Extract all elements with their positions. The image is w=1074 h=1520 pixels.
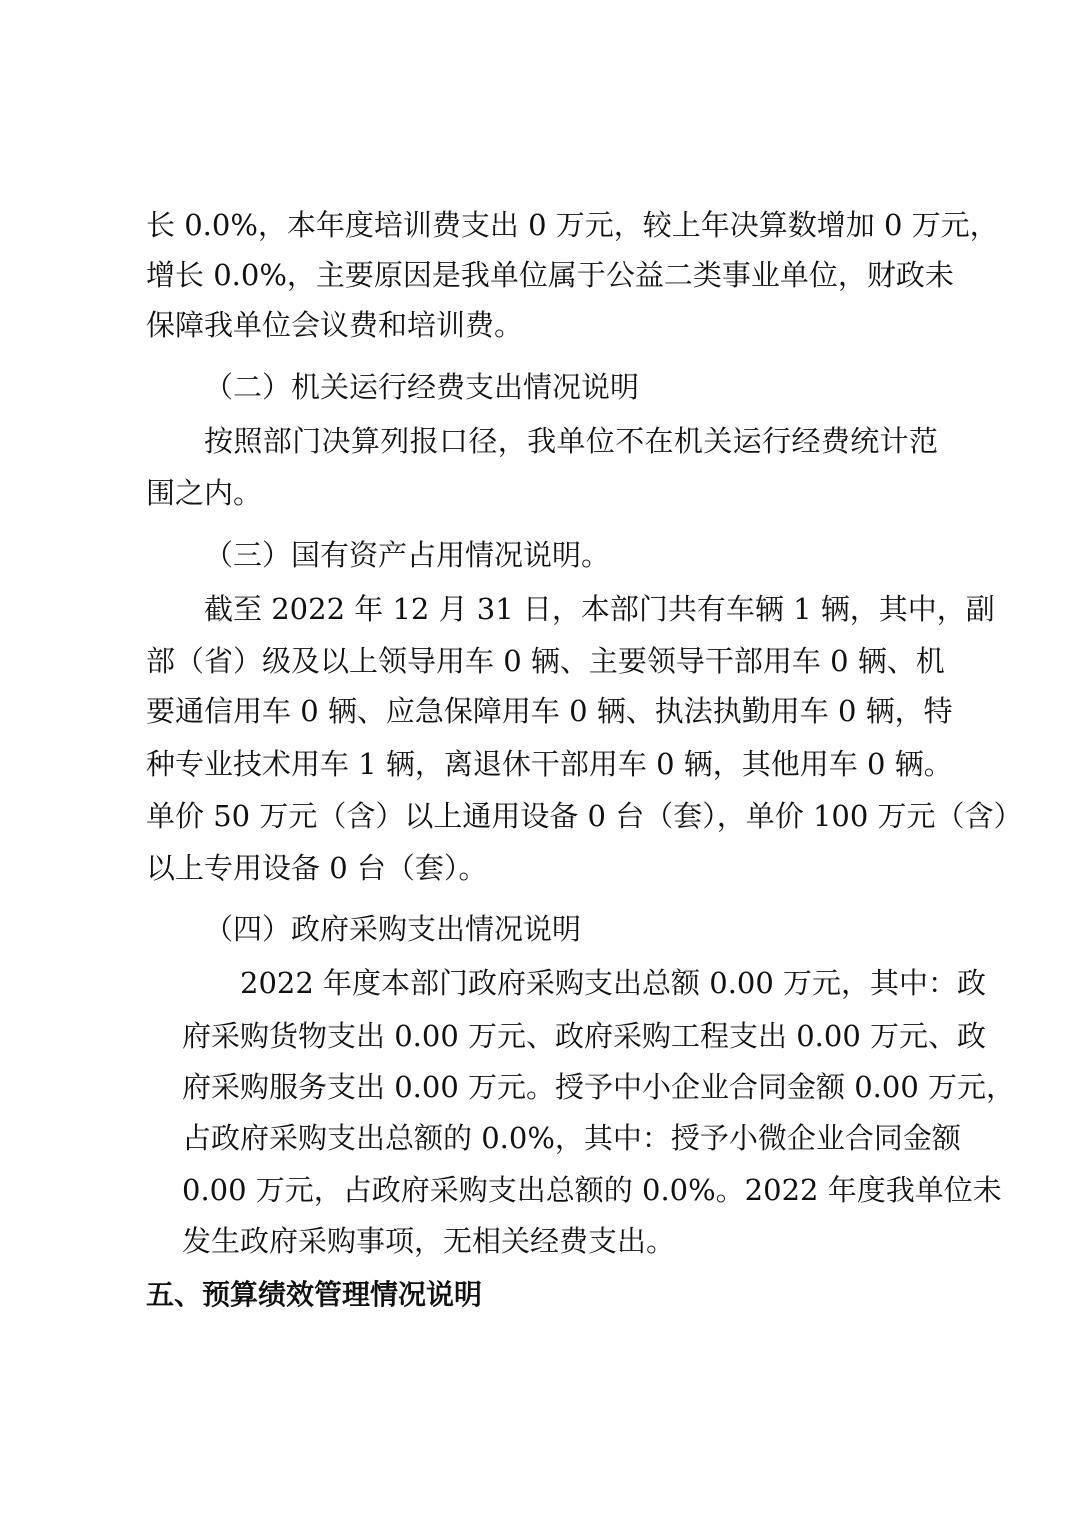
subsection-heading: （二）机关运行经费支出情况说明 [204,370,640,404]
paragraph-line: 截至 2022 年 12 月 31 日，本部门共有车辆 1 辆，其中，副 [204,592,995,626]
paragraph-line: 按照部门决算列报口径，我单位不在机关运行经费统计范 [204,424,938,458]
subsection-heading: （三）国有资产占用情况说明。 [204,538,611,572]
paragraph-line: 部（省）级及以上领导用车 0 辆、主要领导干部用车 0 辆、机 [146,644,945,678]
paragraph-line: 种专业技术用车 1 辆，离退休干部用车 0 辆，其他用车 0 辆。 [146,747,953,781]
paragraph-line: 保障我单位会议费和培训费。 [146,308,524,342]
paragraph-line: 单价 50 万元（含）以上通用设备 0 台（套），单价 100 万元（含） [146,799,1023,833]
paragraph-line: 发生政府采购事项，无相关经费支出。 [182,1224,676,1258]
paragraph-line: 府采购服务支出 0.00 万元。授予中小企业合同金额 0.00 万元， [182,1070,1016,1104]
paragraph-line: 增长 0.0%，主要原因是我单位属于公益二类事业单位，财政未 [146,258,954,292]
paragraph-line: 围之内。 [146,476,263,510]
paragraph-line: 府采购货物支出 0.00 万元、政府采购工程支出 0.00 万元、政 [182,1019,987,1053]
paragraph-line: 0.00 万元，占政府采购支出总额的 0.0%。2022 年度我单位未 [182,1173,1002,1207]
paragraph-line: 占政府采购支出总额的 0.0%，其中：授予小微企业合同金额 [182,1121,961,1155]
paragraph-line: 要通信用车 0 辆、应急保障用车 0 辆、执法执勤用车 0 辆，特 [146,694,953,728]
subsection-heading: （四）政府采购支出情况说明 [204,912,582,946]
paragraph-line: 以上专用设备 0 台（套）。 [146,851,488,885]
paragraph-line: 长 0.0%，本年度培训费支出 0 万元，较上年决算数增加 0 万元， [146,208,999,242]
paragraph-line: 2022 年度本部门政府采购支出总额 0.00 万元，其中：政 [240,966,987,1000]
section-title: 五、预算绩效管理情况说明 [146,1278,483,1311]
